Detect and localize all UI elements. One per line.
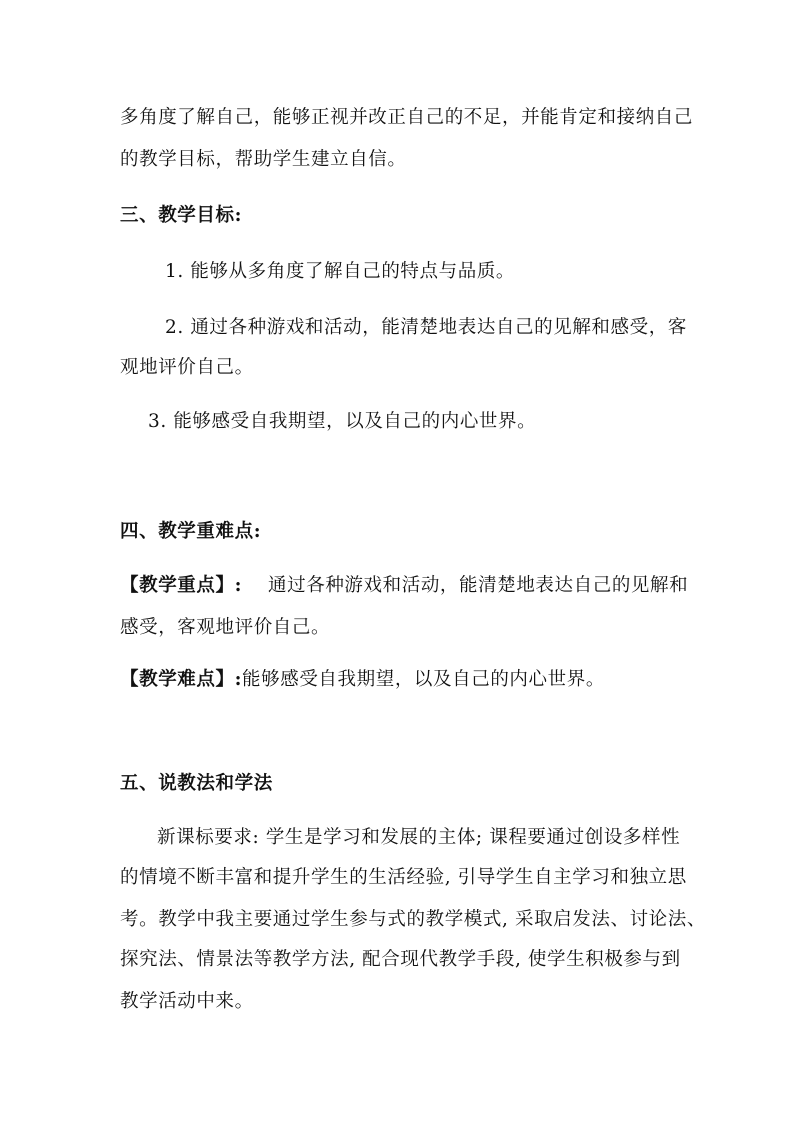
- intro-line-1: 多角度了解自己，能够正视并改正自己的不足，并能肯定和接纳自己: [120, 107, 694, 128]
- section-3-item-1: 1. 能够从多角度了解自己的特点与品质。: [165, 261, 516, 282]
- key-point-text: 通过各种游戏和活动，能清楚地表达自己的见解和: [268, 575, 689, 596]
- section-3-item-2-line-2: 观地评价自己。: [120, 357, 254, 378]
- section-5-para-line-5: 教学活动中来。: [120, 991, 254, 1012]
- difficult-point-label: 【教学难点】:: [120, 669, 243, 690]
- section-3-item-2-line-1: 2. 通过各种游戏和活动，能清楚地表达自己的见解和感受，客: [165, 317, 687, 338]
- section-5-heading: 五、说教法和学法: [120, 773, 273, 794]
- difficult-point-line: [120, 668, 605, 692]
- section-3-heading: 三、教学目标:: [120, 205, 243, 226]
- section-5-para-line-2: 的情境不断丰富和提升学生的生活经验, 引导学生自主学习和独立思: [120, 867, 687, 888]
- key-point-line-2: 感受，客观地评价自己。: [120, 617, 331, 638]
- section-3-item-3: 3. 能够感受自我期望，以及自己的内心世界。: [148, 411, 537, 432]
- section-4-heading: 四、教学重难点:: [120, 521, 262, 542]
- section-5-para-line-1: 新课标要求: 学生是学习和发展的主体; 课程要通过创设多样性: [157, 827, 681, 848]
- intro-line-2: 的教学目标，帮助学生建立自信。: [120, 149, 407, 170]
- key-point-line-1: [120, 574, 688, 598]
- difficult-point-text: 能够感受自我期望，以及自己的内心世界。: [242, 669, 605, 690]
- section-5-para-line-4: 探究法、情景法等教学方法, 配合现代教学手段, 使学生积极参与到: [120, 949, 681, 970]
- key-point-label: 【教学重点】:: [120, 575, 243, 596]
- section-5-para-line-3: 考。教学中我主要通过学生参与式的教学模式, 采取启发法、讨论法、: [120, 909, 706, 930]
